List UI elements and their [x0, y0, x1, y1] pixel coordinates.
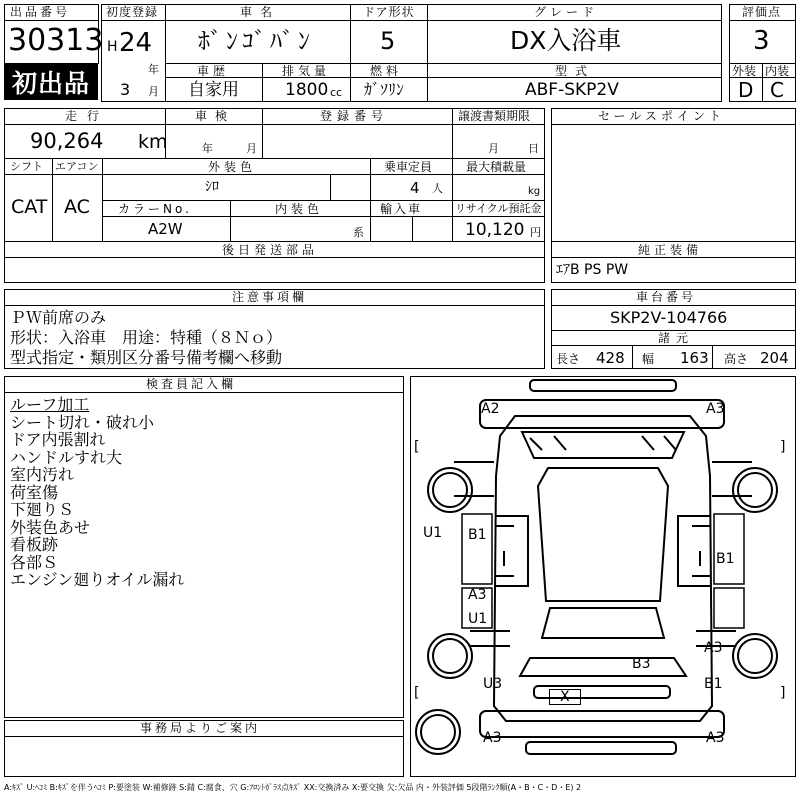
damage-code: A2 [481, 401, 500, 417]
recycle-label: リサイクル預託金 [455, 202, 542, 215]
ext-grade: D [738, 78, 754, 102]
history: 自家用 [188, 80, 239, 100]
damage-code: U3 [483, 676, 503, 692]
damage-code: B1 [704, 676, 723, 692]
inspector-label: 検査員記入欄 [146, 377, 237, 391]
int-grade-label: 内装 [765, 64, 790, 78]
width-label: 幅 [642, 352, 655, 366]
era: H [107, 39, 118, 55]
dims-label: 諸元 [658, 331, 695, 345]
inspector-line: 荷室傷 [10, 482, 59, 502]
reg-month: 3 [120, 80, 131, 99]
import-label: 輸入車 [380, 202, 423, 216]
car-name-label: 車名 [240, 5, 281, 19]
inspection-label: 車検 [195, 109, 236, 123]
shift-label: シフト [10, 160, 43, 173]
regno-label: 登録番号 [320, 109, 389, 123]
inspector-line: 室内汚れ [10, 465, 75, 484]
equipment: ｴｱB PS PW [556, 262, 629, 278]
color-label: 外装色 [208, 160, 257, 174]
lot-number: 30313 [8, 23, 104, 58]
inspector-line: ハンドルすれ大 [10, 447, 123, 467]
mileage-label: 走行 [65, 109, 110, 123]
length-label: 長さ [556, 352, 581, 366]
first-reg-label: 初度登録 [106, 5, 159, 19]
bracket-left-top: [ [414, 439, 420, 455]
score: 3 [753, 26, 770, 56]
load-unit: kg [528, 186, 541, 197]
equipment-label: 純正装備 [638, 243, 703, 257]
ac: AC [64, 196, 90, 218]
grade-label: グレード [534, 5, 599, 19]
shift: CAT [11, 196, 48, 218]
grade: DX入浴車 [510, 26, 622, 55]
interior-unit: 系 [353, 226, 364, 239]
lot-number-label: 出品番号 [10, 5, 71, 19]
car-name: ﾎﾞﾝｺﾞﾊﾞﾝ [198, 27, 314, 55]
damage-code: X [549, 689, 581, 705]
ext-grade-label: 外装 [732, 64, 757, 78]
bracket-right-bottom: ] [780, 685, 786, 701]
model-label: 型式 [555, 64, 596, 78]
damage-code: A3 [468, 587, 487, 603]
fuel: ｶﾞｿﾘﾝ [364, 80, 405, 99]
displacement: 1800 [285, 80, 329, 100]
interior-label: 内装色 [275, 202, 324, 216]
damage-code: A3 [483, 730, 502, 746]
insp-year-unit: 年 [202, 142, 213, 155]
office-label: 事務局よりご案内 [140, 721, 261, 735]
door-count: 5 [380, 27, 396, 55]
displacement-label: 排気量 [282, 64, 331, 78]
inspector-line: ドア内張割れ [10, 430, 106, 449]
sales-points-label: セールスポイント [598, 109, 725, 123]
bracket-left-bottom: [ [414, 685, 420, 701]
reg-year-unit: 年 [148, 63, 159, 76]
insp-month-unit: 月 [246, 142, 257, 155]
seats-unit: 人 [432, 182, 443, 195]
inspector-line: ルーフ加工 [10, 395, 90, 414]
inspector-line: 看板跡 [10, 535, 59, 554]
later-parts-label: 後日発送部品 [222, 243, 319, 257]
legend: A:ｷｽﾞ U:ﾍｺﾐ B:ｷｽﾞを伴うﾍｺﾐ P:要塗装 W:補修跡 S:錆 C:腐食、穴 G:ﾌﾛﾝﾄｶﾞﾗｽ点ｷｽﾞ XX:交換済み X:要交換 欠:欠品 内・外装評価 5段階ﾗﾝｸ順(A・B・C・D・E) 2 [4, 783, 582, 792]
ac-label: エアコン [55, 160, 99, 173]
recycle-unit: 円 [530, 226, 541, 239]
notes-label: 注意事項欄 [232, 290, 308, 304]
fuel-label: 燃料 [370, 64, 403, 78]
inspector-line: 下廻りＳ [10, 500, 75, 519]
color-no: A2W [148, 220, 183, 238]
seats-label: 乗車定員 [384, 160, 433, 174]
transfer-label: 譲渡書類期限 [458, 109, 531, 123]
notes-line: ＰＷ前席のみ [10, 308, 107, 327]
colorno-label: カラーNo. [118, 202, 192, 216]
height: 204 [760, 349, 789, 367]
damage-code: B1 [468, 527, 487, 543]
transfer-day-unit: 日 [528, 142, 539, 155]
car-damage-diagram [410, 376, 796, 777]
damage-code: U1 [423, 525, 443, 541]
inspector-line: エンジン廻りオイル漏れ [10, 570, 185, 589]
inspector-line: シート切れ・破れ小 [10, 412, 155, 432]
damage-code: A3 [706, 401, 725, 417]
damage-code: A3 [706, 730, 725, 746]
load-label: 最大積載量 [466, 160, 527, 174]
first-listing-badge: 初出品 [4, 64, 98, 100]
score-label: 評価点 [742, 5, 782, 19]
history-label: 車歴 [197, 64, 230, 78]
door-label: ドア形状 [363, 5, 415, 19]
chassis-number: SKP2V-104766 [610, 308, 728, 327]
int-grade: C [770, 78, 784, 102]
transfer-month-unit: 月 [488, 142, 499, 155]
displacement-unit: cc [330, 86, 343, 99]
inspector-line: 外装色あせ [10, 517, 91, 537]
mileage-unit: km [138, 131, 168, 153]
length: 428 [596, 349, 625, 367]
chassis-label: 車台番号 [636, 290, 697, 304]
seats: 4 [410, 179, 420, 197]
damage-code: U1 [468, 611, 488, 627]
notes-line: 形状：入浴車 用途：特種（８Ｎｏ） [10, 328, 283, 347]
reg-month-unit: 月 [148, 85, 159, 98]
bracket-right-top: ] [780, 439, 786, 455]
damage-code: B3 [632, 656, 651, 672]
width: 163 [680, 349, 709, 367]
height-label: 高さ [724, 352, 749, 366]
color: ｼﾛ [205, 179, 219, 195]
damage-code: B1 [716, 551, 735, 567]
recycle: 10,120 [465, 220, 525, 240]
inspector-line: 各部Ｓ [10, 552, 59, 572]
notes-line: 型式指定・類別区分番号備考欄へ移動 [10, 348, 283, 367]
damage-code: A3 [704, 640, 723, 656]
mileage: 90,264 [30, 129, 104, 153]
reg-year: 24 [119, 28, 153, 58]
model-code: ABF-SKP2V [525, 80, 619, 100]
